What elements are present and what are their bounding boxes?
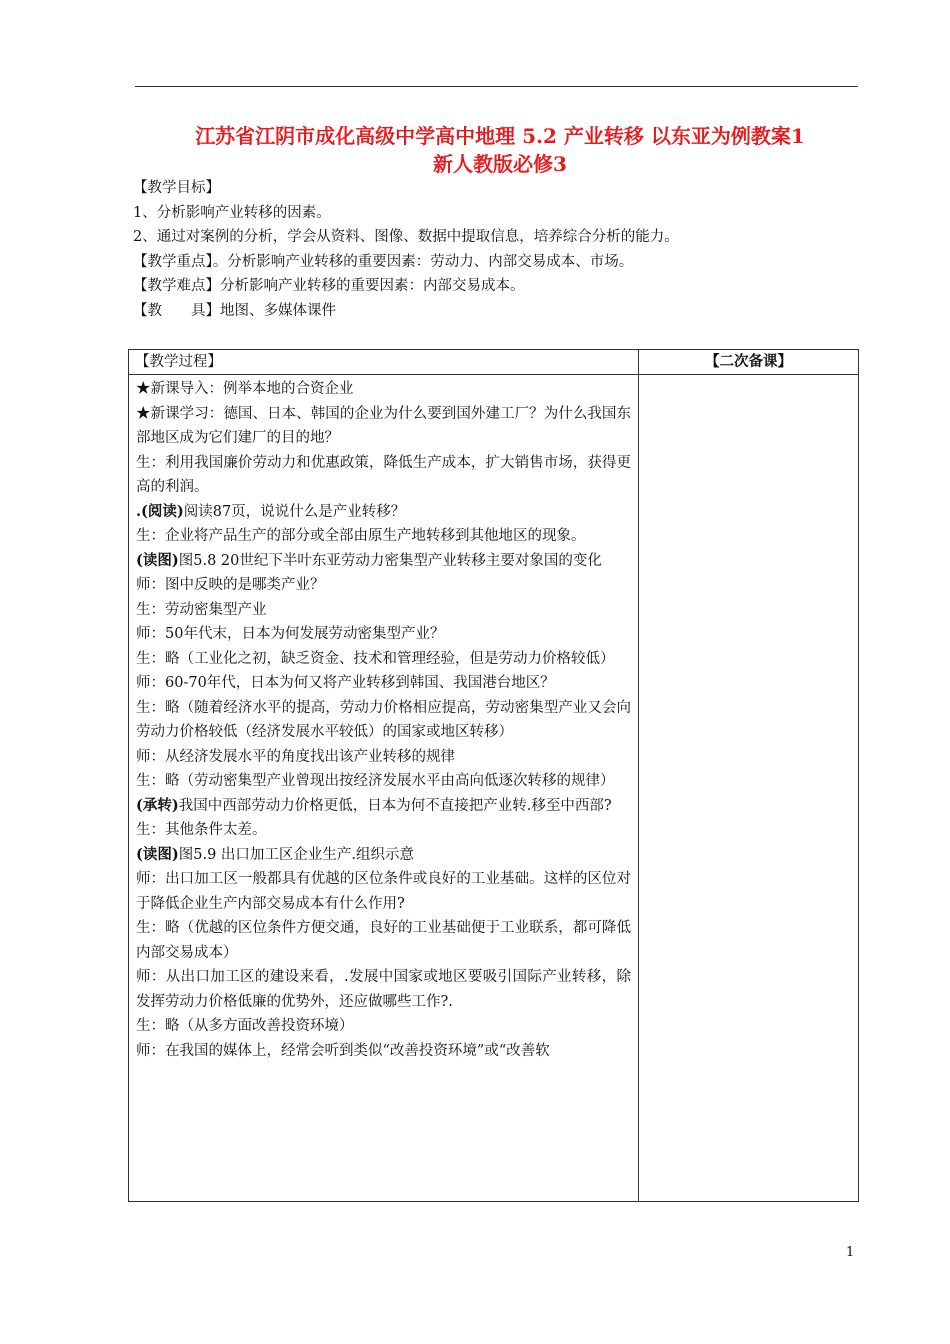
process-line — [136, 598, 631, 623]
process-line-text: 生：略（劳动密集型产业曾现出按经济发展水平由高向低逐次转移的规律） — [136, 773, 615, 789]
process-line-text: 师：从经济发展水平的角度找出该产业转移的规律 — [136, 748, 455, 765]
objective-1: 1、分析影响产业转移的因素。 — [133, 204, 331, 221]
process-line-text: 师：50年代末，日本为何发展劳动密集型产业？ — [136, 626, 445, 642]
process-line — [136, 965, 631, 1014]
process-line — [136, 451, 631, 500]
process-line-text: 生：劳动密集型产业 — [136, 601, 267, 618]
key-points: 【教学重点】。分析影响产业转移的重要因素：劳动力、内部交易成本、市场。 — [133, 253, 634, 270]
difficulties: 【教学难点】分析影响产业转移的重要因素：内部交易成本。 — [133, 278, 525, 294]
header-rule — [135, 86, 858, 87]
process-line-text: 生：略（工业化之初，缺乏资金、技术和管理经验，但是劳动力价格较低） — [136, 650, 615, 667]
process-line-text: 图5.8 20世纪下半叶东亚劳动力密集型产业转移主要对象国的变化 — [178, 552, 602, 569]
process-line-text: 师：从出口加工区的建设来看，.发展中国家或地区要吸引国际产业转移，除发挥劳动力价格低廉的优势外，还应做哪些工作?. — [136, 969, 631, 1010]
process-line — [136, 647, 631, 672]
process-line-text: 生：其他条件太差。 — [136, 822, 267, 838]
process-line-tag: .(阅读) — [136, 502, 184, 520]
process-line — [136, 916, 631, 965]
process-line — [136, 745, 631, 770]
document-title — [130, 122, 870, 178]
process-line-text: 师：出口加工区一般都具有优越的区位条件或良好的工业基础。这样的区位对于降低企业生产内部交易成本有什么作用? — [136, 871, 631, 912]
table-body-row — [129, 375, 859, 1202]
process-line — [136, 671, 631, 696]
process-line-text: 生：利用我国廉价劳动力和优惠政策，降低生产成本，扩大销售市场，获得更高的利润。 — [136, 454, 631, 495]
intro-section — [133, 176, 853, 323]
process-line — [136, 1014, 631, 1039]
process-line-text: 生：企业将产品生产的部分或全部由原生产地转移到其他地区的现象。 — [136, 528, 586, 544]
process-line-text: 生：略（从多方面改善投资环境） — [136, 1018, 354, 1034]
page-number: 1 — [846, 1245, 855, 1260]
title-line-2: 新人教版必修3 — [433, 152, 567, 176]
process-line — [136, 1039, 631, 1064]
process-line — [136, 377, 631, 402]
process-line-tag: (承转) — [136, 796, 179, 814]
process-line — [136, 818, 631, 843]
process-line — [136, 573, 631, 598]
process-line-text: 师：图中反映的是哪类产业？ — [136, 577, 325, 593]
process-line-text: 师：60-70年代，日本为何又将产业转移到韩国、我国港台地区？ — [136, 675, 555, 691]
process-line-text: ★新课导入：例举本地的合资企业 — [136, 381, 354, 397]
objectives-heading: 【教学目标】 — [133, 180, 220, 196]
process-line-text: 师：在我国的媒体上，经常会听到类似“改善投资环境”或“改善软 — [136, 1042, 550, 1059]
process-line — [136, 696, 631, 745]
process-line — [136, 524, 631, 549]
process-line-tag: (读图) — [136, 845, 179, 863]
process-line — [136, 867, 631, 916]
second-prep-header: 【二次备课】 — [639, 350, 859, 375]
process-line — [136, 843, 631, 868]
process-line — [136, 402, 631, 451]
process-line-tag: (读图) — [136, 551, 179, 569]
teaching-process-table — [128, 349, 859, 1202]
process-line-text: 阅读87页，说说什么是产业转移？ — [183, 503, 406, 520]
process-line-text: ★新课学习：德国、日本、韩国的企业为什么要到国外建工厂？为什么我国东部地区成为它们建厂的目的地？ — [136, 405, 631, 446]
process-content — [129, 375, 639, 1202]
process-line — [136, 500, 631, 525]
second-prep-content — [639, 375, 859, 1202]
process-line — [136, 622, 631, 647]
title-line-1: 江苏省江阴市成化高级中学高中地理 5.2 产业转移 以东亚为例教案1 — [195, 124, 805, 148]
process-line-text: 生：略（优越的区位条件方便交通，良好的工业基础便于工业联系，都可降低内部交易成本） — [136, 920, 631, 961]
table-header-row — [129, 350, 859, 375]
process-line-text: 图5.9 出口加工区企业生产.组织示意 — [178, 846, 415, 863]
process-line-text: 我国中西部劳动力价格更低，日本为何不直接把产业转.移至中西部? — [178, 797, 612, 814]
process-line — [136, 794, 631, 819]
process-line — [136, 549, 631, 574]
process-line — [136, 769, 631, 794]
process-line-text: 生：略（随着经济水平的提高，劳动力价格相应提高，劳动密集型产业又会向劳动力价格较低（经济发展水平较低）的国家或地区转移） — [136, 699, 631, 740]
teaching-tools: 【教 具】地图、多媒体课件 — [133, 302, 336, 319]
objective-2: 2、通过对案例的分析，学会从资料、图像、数据中提取信息，培养综合分析的能力。 — [133, 229, 679, 245]
process-header: 【教学过程】 — [129, 350, 639, 375]
